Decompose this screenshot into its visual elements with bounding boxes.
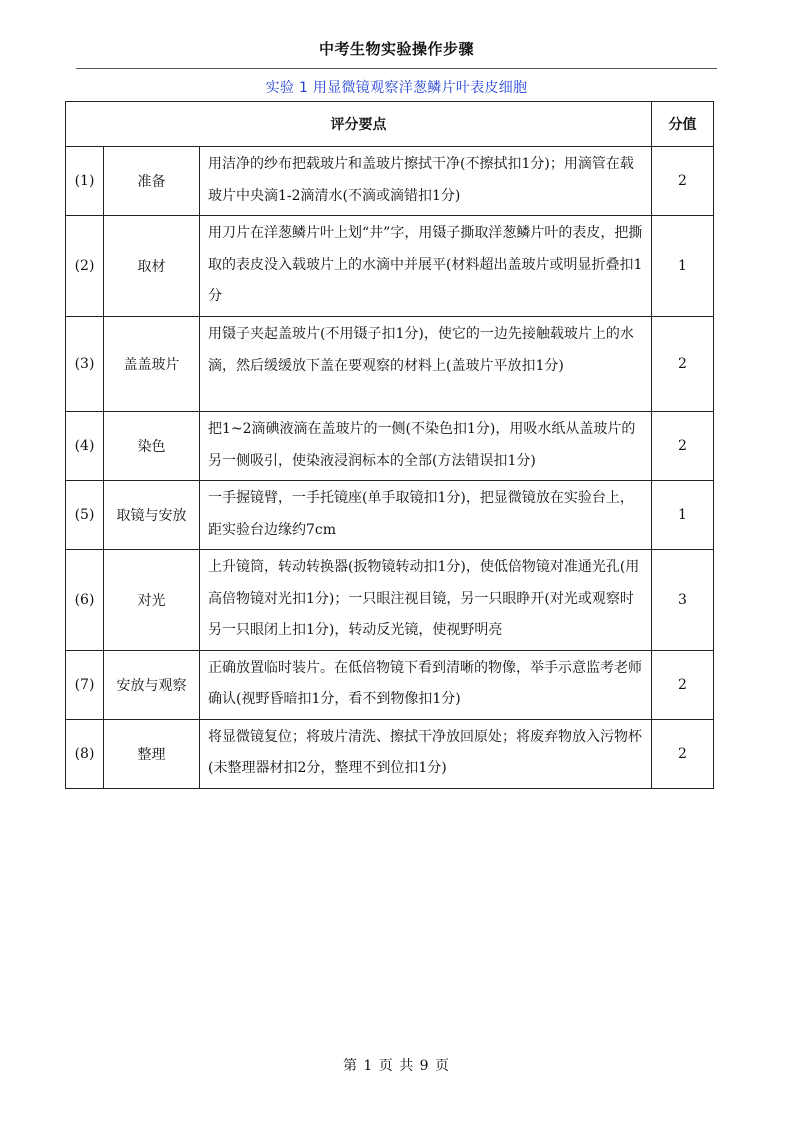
row-step: 取材: [104, 216, 200, 317]
scoring-table: [65, 101, 714, 789]
experiment-title: 实验 1 用显微镜观察洋葱鳞片叶表皮细胞: [265, 80, 528, 96]
row-score: 1: [652, 481, 714, 550]
row-score: 2: [652, 412, 714, 481]
row-step: 染色: [104, 412, 200, 481]
row-description: [200, 650, 652, 719]
table-row: [66, 412, 714, 481]
row-score: 2: [652, 719, 714, 788]
row-number: (3): [66, 317, 104, 412]
row-description-text: 用洁净的纱布把载玻片和盖玻片擦拭干净(不擦拭扣1分)；用滴管在载玻片中央滴1-2滴清水(不滴或滴错扣1分): [208, 156, 634, 204]
row-score: 1: [652, 216, 714, 317]
row-description: [200, 216, 652, 317]
row-step: 取镜与安放: [104, 481, 200, 550]
score-header: 分值: [652, 102, 714, 147]
row-number: (6): [66, 550, 104, 651]
row-number: (8): [66, 719, 104, 788]
row-description: [200, 550, 652, 651]
row-step: 准备: [104, 147, 200, 216]
row-description-text: 正确放置临时装片。在低倍物镜下看到清晰的物像，举手示意监考老师确认(视野昏暗扣1分，看不到物像扣1分): [208, 659, 642, 707]
page-number: 第 1 页 共 9 页: [342, 1058, 451, 1074]
table-row: [66, 650, 714, 719]
table-row: [66, 481, 714, 550]
row-step: 对光: [104, 550, 200, 651]
row-number: (5): [66, 481, 104, 550]
row-description: [200, 481, 652, 550]
criteria-header: 评分要点: [66, 102, 652, 147]
row-description-text: 用刀片在洋葱鳞片叶上划“井”字，用镊子撕取洋葱鳞片叶的表皮，把撕取的表皮没入载玻片上的水滴中并展平(材料超出盖玻片或明显折叠扣1分: [208, 225, 643, 304]
row-number: (4): [66, 412, 104, 481]
row-number: (2): [66, 216, 104, 317]
row-description: [200, 317, 652, 412]
row-score: 3: [652, 550, 714, 651]
row-description: [200, 719, 652, 788]
table-row: [66, 147, 714, 216]
row-step: 盖盖玻片: [104, 317, 200, 412]
row-step: 整理: [104, 719, 200, 788]
row-description-text: 用镊子夹起盖玻片(不用镊子扣1分)，使它的一边先接触载玻片上的水滴，然后缓缓放下盖在要观察的材料上(盖玻片平放扣1分): [208, 326, 634, 374]
table-header-row: [66, 102, 714, 147]
document-header-title: 中考生物实验操作步骤: [318, 40, 474, 58]
row-description: [200, 412, 652, 481]
header-divider: [76, 68, 717, 69]
table-row: [66, 216, 714, 317]
row-score: 2: [652, 317, 714, 412]
table-row: [66, 550, 714, 651]
row-description-text: 把1~2滴碘液滴在盖玻片的一侧(不染色扣1分)，用吸水纸从盖玻片的另一侧吸引，使染液浸润标本的全部(方法错误扣1分): [208, 421, 636, 469]
row-number: (7): [66, 650, 104, 719]
table-row: [66, 317, 714, 412]
row-number: (1): [66, 147, 104, 216]
table-row: [66, 719, 714, 788]
row-description: [200, 147, 652, 216]
row-score: 2: [652, 147, 714, 216]
row-score: 2: [652, 650, 714, 719]
row-description-text: 将显微镜复位；将玻片清洗、擦拭干净放回原处；将废弃物放入污物杯(未整理器材扣2分，整理不到位扣1分): [208, 728, 642, 776]
row-step: 安放与观察: [104, 650, 200, 719]
row-description-text: 一手握镜臂，一手托镜座(单手取镜扣1分)，把显微镜放在实验台上，距实验台边缘约7cm: [208, 490, 634, 538]
row-description-text: 上升镜筒，转动转换器(扳物镜转动扣1分)，使低倍物镜对准通光孔(用高倍物镜对光扣1分)；一只眼注视目镜，另一只眼睁开(对光或观察时另一只眼闭上扣1分)，转动反光镜，使视野明亮: [208, 559, 640, 638]
